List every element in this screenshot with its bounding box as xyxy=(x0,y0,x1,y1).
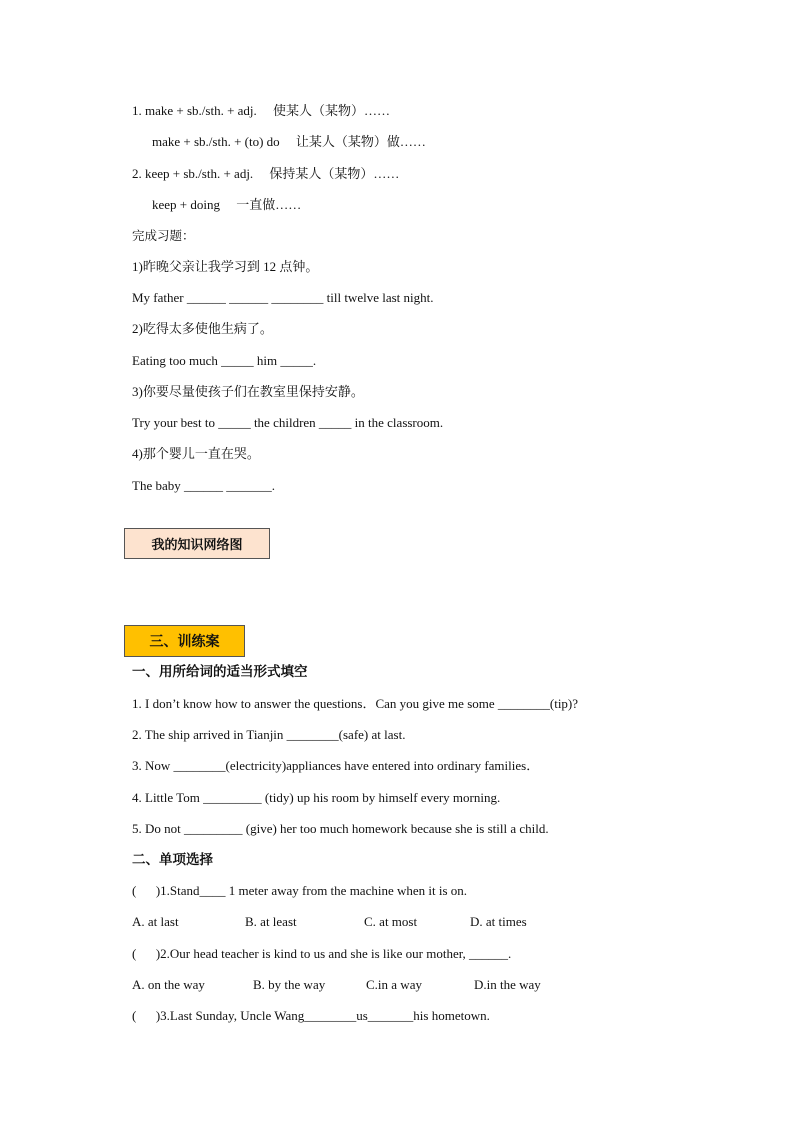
section1-title: 一、用所给词的适当形式填空 xyxy=(132,664,308,680)
choice-q1-option-c: C. at most xyxy=(364,914,418,929)
knowledge-network-box: 我的知识网络图 xyxy=(124,528,270,559)
fill-item-1: 1. I don’t know how to answer the questions．Can you give me some ________(tip)? xyxy=(132,696,579,711)
section2-title: 二、单项选择 xyxy=(132,852,213,868)
choice-q2-option-c: C.in a way xyxy=(366,977,422,992)
practice-heading: 完成习题： xyxy=(132,228,195,243)
choice-q1-option-b: B. at least xyxy=(245,914,297,929)
practice-q1-chinese: 1)昨晚父亲让我学习到 12 点钟。 xyxy=(132,259,319,274)
grammar-line-4: keep + doing 一直做…… xyxy=(152,197,302,212)
fill-item-5: 5. Do not _________ (give) her too much homework because she is still a child. xyxy=(132,821,549,836)
training-section-box: 三、训练案 xyxy=(124,625,245,657)
practice-q2-english: Eating too much _____ him _____. xyxy=(132,353,317,368)
grammar-line-2: make + sb./sth. + (to) do 让某人（某物）做…… xyxy=(152,134,426,149)
practice-q4-english: The baby ______ _______. xyxy=(132,478,275,493)
grammar-line-3: 2. keep + sb./sth. + adj. 保持某人（某物）…… xyxy=(132,166,400,181)
choice-q3: ( )3.Last Sunday, Uncle Wang________us_______his hometown. xyxy=(132,1008,490,1023)
practice-q4-chinese: 4)那个婴儿一直在哭。 xyxy=(132,446,260,461)
choice-q2-option-a: A. on the way xyxy=(132,977,205,992)
fill-item-2: 2. The ship arrived in Tianjin ________(safe) at last. xyxy=(132,727,406,742)
choice-q2: ( )2.Our head teacher is kind to us and she is like our mother, ______. xyxy=(132,946,512,961)
fill-item-3: 3. Now ________(electricity)appliances have entered into ordinary families． xyxy=(132,758,540,773)
grammar-line-1: 1. make + sb./sth. + adj. 使某人（某物）…… xyxy=(132,103,391,118)
choice-q2-option-d: D.in the way xyxy=(474,977,541,992)
practice-q3-english: Try your best to _____ the children _____ in the classroom. xyxy=(132,415,444,430)
choice-q1-option-a: A. at last xyxy=(132,914,179,929)
practice-q2-chinese: 2)吃得太多使他生病了。 xyxy=(132,321,273,336)
choice-q2-option-b: B. by the way xyxy=(253,977,326,992)
practice-q3-chinese: 3)你要尽量使孩子们在教室里保持安静。 xyxy=(132,384,364,399)
choice-q1-option-d: D. at times xyxy=(470,914,527,929)
practice-q1-english: My father ______ ______ ________ till twelve last night. xyxy=(132,290,434,305)
fill-item-4: 4. Little Tom _________ (tidy) up his room by himself every morning. xyxy=(132,790,501,805)
choice-q1: ( )1.Stand____ 1 meter away from the machine when it is on. xyxy=(132,883,468,898)
